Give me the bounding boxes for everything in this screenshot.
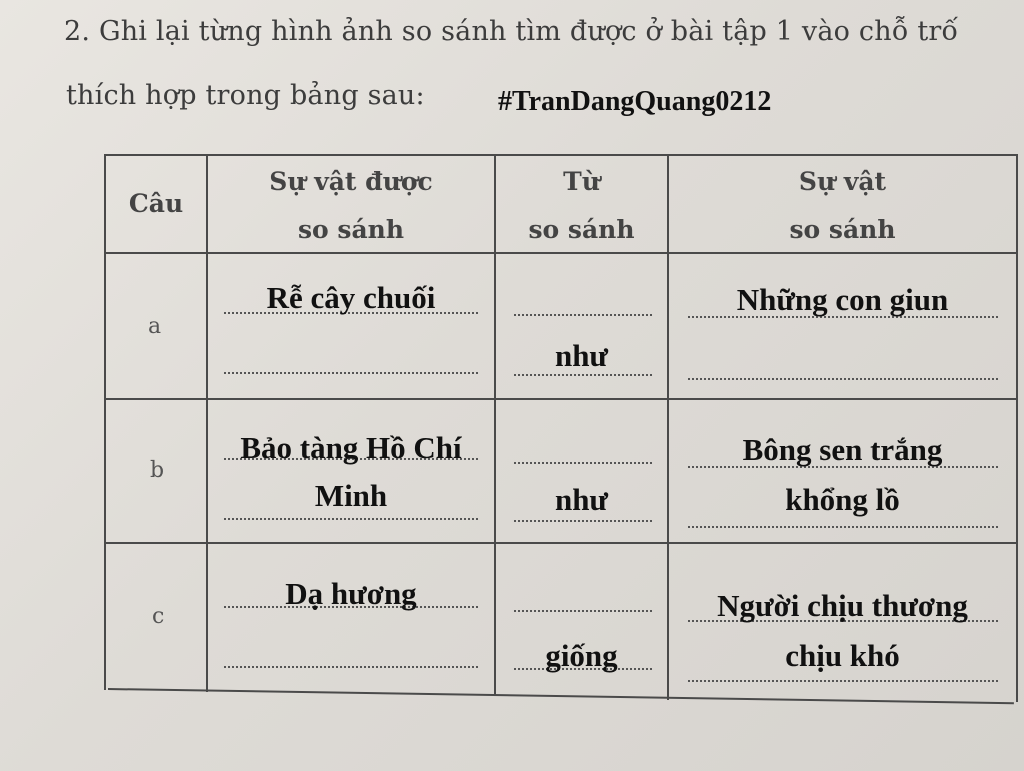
dotted-line [514,520,652,522]
header-compared-line2: so sánh [297,215,405,244]
dotted-line [688,526,998,528]
row-label-c: c [152,604,165,629]
dotted-line [224,372,478,374]
header-cau: Câu [128,189,184,218]
answer-target-c-line1: Người chịu thương [717,588,968,623]
header-target-line2: so sánh [789,215,896,244]
answer-target-c-line2: chịu khó [785,638,900,673]
table-border-left [104,154,106,690]
dotted-line [224,518,478,520]
instruction-line-1: 2. Ghi lại từng hình ảnh so sánh tìm được ở bài tập 1 vào chỗ trố [64,16,959,47]
answer-target-b-line1: Bông sen trắng [742,432,943,467]
header-word-line2: so sánh [528,215,635,244]
answer-compared-b-line1: Bảo tàng Hồ Chí [240,430,462,465]
dotted-line [514,314,652,316]
answer-compared-c: Dạ hương [285,576,417,611]
dotted-line [688,378,998,380]
row-label-b: b [150,458,165,483]
answer-word-a: như [554,338,609,373]
answer-compared-a: Rễ cây chuối [266,280,436,315]
answer-target-a: Những con giun [736,282,949,317]
table-rule-a [105,398,1017,400]
dotted-line [224,666,478,668]
hashtag-watermark: #TranDangQuang0212 [498,86,772,117]
answer-compared-b-line2: Minh [314,478,388,513]
answer-word-c: giống [545,638,618,673]
header-target-line1: Sự vật [798,167,887,196]
dotted-line [688,680,998,682]
table-border-top [104,154,1018,156]
dotted-line [514,374,652,376]
header-compared-line1: Sự vật được [269,167,433,196]
dotted-line [514,610,652,612]
header-word-line1: Từ [563,167,600,196]
answer-target-b-line2: khổng lồ [785,482,900,517]
row-label-a: a [148,314,162,339]
dotted-line [514,462,652,464]
instruction-line-2: thích hợp trong bảng sau: [66,80,425,111]
table-rule-b [106,542,1016,544]
table-border-right [1016,154,1018,702]
answer-word-b: như [554,482,609,517]
table-border-bottom [108,688,1014,704]
